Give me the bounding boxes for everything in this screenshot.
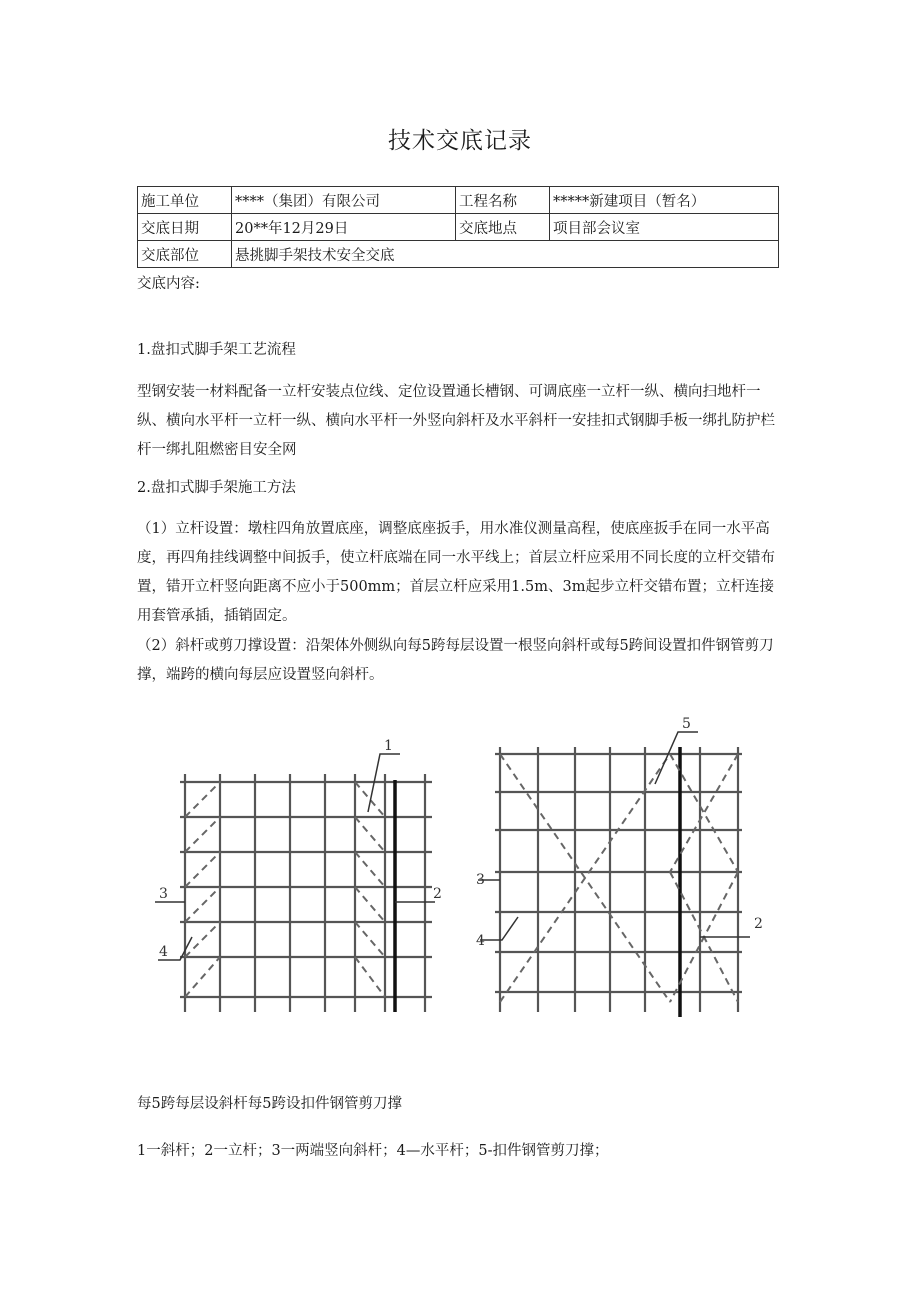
leader-lines — [155, 754, 435, 960]
section-1-heading: 1.盘扣式脚手架工艺流程 — [137, 342, 296, 358]
label-1: 1 — [384, 738, 393, 754]
figure-caption: 每5跨每层设斜杆每5跨设扣件钢管剪刀撑 — [137, 1096, 402, 1112]
scaffold-diagram-right — [470, 712, 770, 1032]
section-2-heading: 2.盘扣式脚手架施工方法 — [137, 480, 296, 496]
section-2-para-1: （1）立杆设置：墩柱四角放置底座，调整底座扳手，用水准仪测量高程，使底座扳手在同一水平高度，再四角挂线调整中间扳手，使立杆底端在同一水平线上；首层立杆应采用不同长度的立杆交错布置，错开立杆竖向距离不应小于500mm；首层立杆应采用1.5m、3m起步立杆交错布置；立杆连接用套管承插，插销固定。 — [137, 521, 775, 624]
label-3: 3 — [159, 886, 168, 902]
table-row — [138, 187, 779, 214]
place-value: 项目部会议室 — [550, 214, 779, 241]
leader-lines — [478, 732, 750, 940]
label-2: 2 — [754, 916, 763, 932]
info-table — [137, 186, 779, 268]
figure-legend: 1一斜杆；2一立杆；3一两端竖向斜杆；4—水平杆；5-扣件钢管剪刀撑； — [137, 1143, 609, 1159]
label-4: 4 — [476, 933, 485, 949]
section-1-body: 型钢安装一材料配备一立杆安装点位线、定位设置通长槽钢、可调底座一立杆一纵、横向扫地杆一纵、横向水平杆一立杆一纵、横向水平杆一外竖向斜杆及水平斜杆一安挂扣式钢脚手板一绑扎防护栏杆一绑扎阻燃密目安全网 — [137, 384, 775, 458]
project-label: 工程名称 — [456, 187, 550, 214]
label-5: 5 — [682, 716, 691, 732]
part-label: 交底部位 — [138, 241, 232, 268]
label-4: 4 — [159, 944, 168, 960]
content-label: 交底内容: — [137, 276, 200, 292]
date-value: 20**年12月29日 — [232, 214, 456, 241]
scaffold-diagram-left — [150, 712, 450, 1032]
grid-lines — [495, 747, 742, 1012]
section-2-para-2: （2）斜杆或剪刀撑设置：沿架体外侧纵向每5跨每层设置一根竖向斜杆或每5跨间设置扣件钢管剪刀撑，端跨的横向每层应设置竖向斜杆。 — [137, 638, 774, 683]
part-value: 悬挑脚手架技术安全交底 — [232, 241, 779, 268]
table-row — [138, 214, 779, 241]
project-value: *****新建项目（暂名） — [550, 187, 779, 214]
unit-label: 施工单位 — [138, 187, 232, 214]
table-row — [138, 241, 779, 268]
page-title: 技术交底记录 — [388, 128, 532, 154]
label-2: 2 — [433, 886, 442, 902]
unit-value: ****（集团）有限公司 — [232, 187, 456, 214]
label-3: 3 — [476, 872, 485, 888]
date-label: 交底日期 — [138, 214, 232, 241]
place-label: 交底地点 — [456, 214, 550, 241]
